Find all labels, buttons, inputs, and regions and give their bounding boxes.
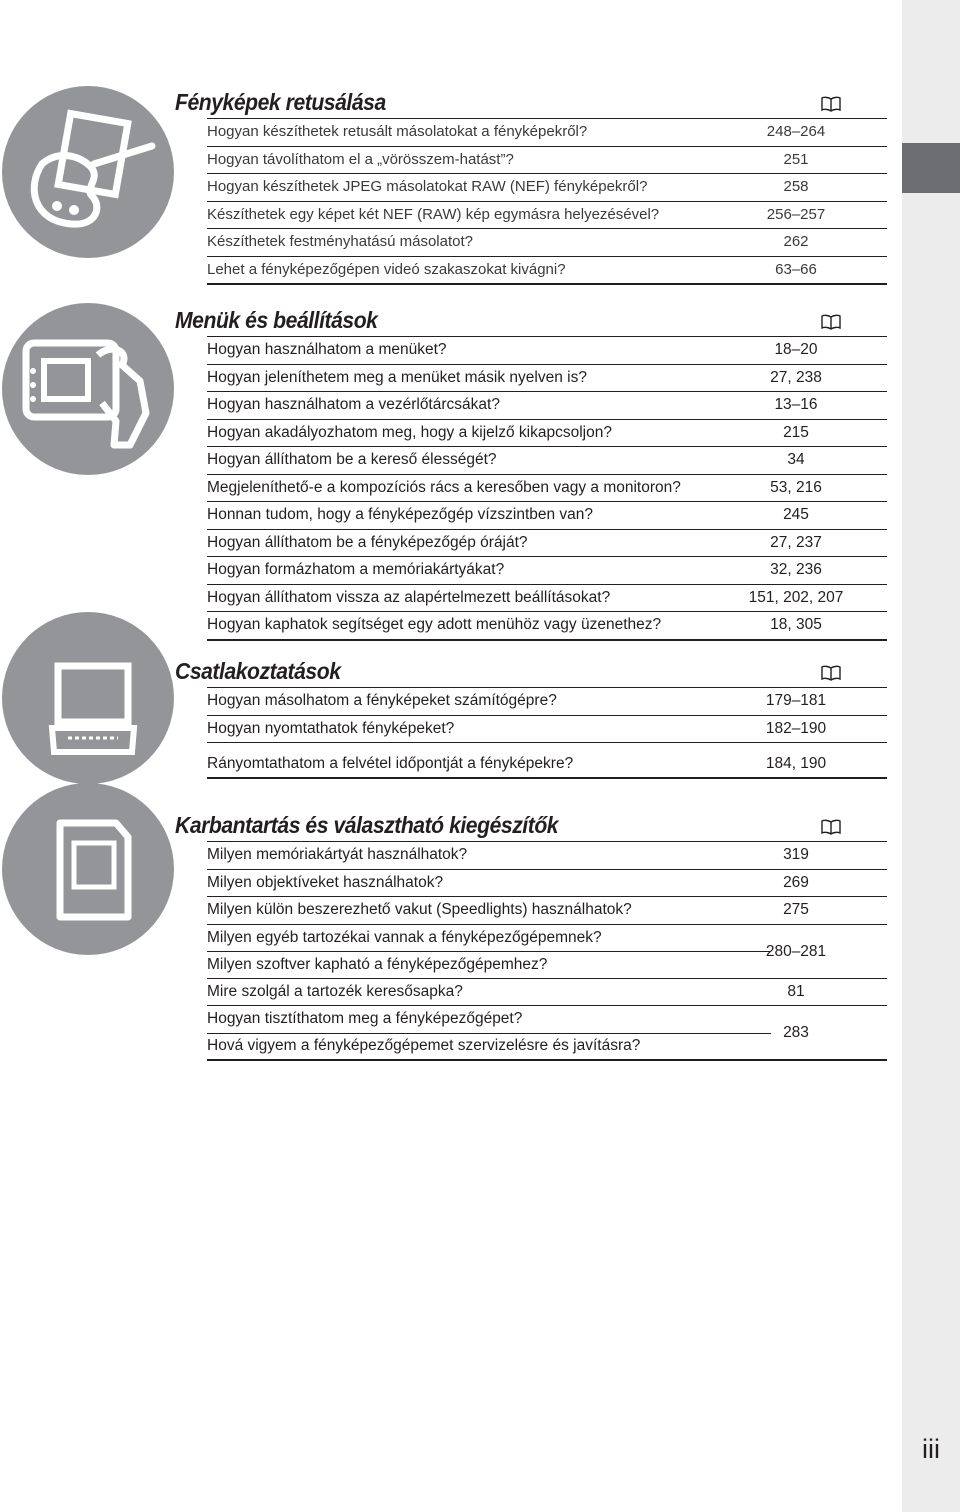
table-row <box>207 979 887 1007</box>
question: Hogyan kaphatok segítséget egy adott menühöz vagy üzenethez? <box>207 616 662 633</box>
question: Hová vigyem a fényképezőgépemet szervizelésre és javításra? <box>207 1037 641 1054</box>
page-ref: 53, 216 <box>770 478 822 496</box>
page-ref: 151, 202, 207 <box>748 588 844 606</box>
section-title: Menük és beállítások <box>175 307 378 333</box>
retouch-palette-icon <box>2 86 174 258</box>
table-row <box>207 870 887 898</box>
question: Hogyan állíthatom vissza az alapértelmezett beállításokat? <box>207 588 611 606</box>
book-icon <box>821 96 841 112</box>
book-icon <box>821 665 841 681</box>
question: Honnan tudom, hogy a fényképezőgép vízszintben van? <box>207 506 594 523</box>
table-row <box>207 119 887 147</box>
question: Hogyan másolhatom a fényképeket számítógépre? <box>207 692 557 709</box>
page-ref: 182–190 <box>765 719 827 737</box>
question: Hogyan használhatom a vezérlőtárcsákat? <box>207 396 500 413</box>
page-ref: 262 <box>783 233 809 250</box>
question: Hogyan nyomtathatok fényképeket? <box>207 719 455 737</box>
table-row-group <box>207 925 887 979</box>
question: Milyen objektíveket használhatok? <box>207 873 444 891</box>
page-ref: 27, 237 <box>770 533 822 551</box>
table-row <box>207 897 887 925</box>
question: Milyen külön beszerezhető vakut (Speedlights) használhatok? <box>207 901 632 918</box>
page-ref: 258 <box>783 178 809 195</box>
table-row <box>207 257 887 284</box>
question: Hogyan készíthetek retusált másolatokat a fényképekről? <box>207 123 588 140</box>
page-ref: 269 <box>783 873 809 891</box>
table-row <box>207 365 887 393</box>
page-ref: 34 <box>787 451 805 468</box>
page-ref: 63–66 <box>775 260 817 278</box>
page-ref: 18–20 <box>774 341 818 358</box>
section-menus <box>175 302 887 641</box>
table-row <box>207 688 887 716</box>
table-row <box>207 557 887 585</box>
question: Hogyan jeleníthetem meg a menüket másik nyelven is? <box>207 368 587 386</box>
page-ref: 245 <box>783 506 809 523</box>
question: Milyen egyéb tartozékai vannak a fényképezőgépemnek? <box>207 928 602 946</box>
question: Hogyan akadályozhatom meg, hogy a kijelző kikapcsoljon? <box>207 423 612 441</box>
table-row <box>207 447 887 475</box>
table-row <box>207 475 887 503</box>
table-row <box>207 612 887 639</box>
question: Megjeleníthető-e a kompozíciós rács a keresőben vagy a monitoron? <box>207 478 681 496</box>
question: Hogyan állíthatom be a kereső élességét? <box>207 451 497 468</box>
table-row <box>207 392 887 420</box>
page-ref: 283 <box>783 1024 809 1041</box>
question: Mire szolgál a tartozék keresősapka? <box>207 982 463 1000</box>
section-title: Fényképek retusálása <box>175 89 386 115</box>
table-row <box>207 585 887 613</box>
page-ref: 18, 305 <box>770 616 822 633</box>
question: Készíthetek festményhatású másolatot? <box>207 233 473 250</box>
chapter-tab <box>902 143 960 193</box>
question: Hogyan tisztíthatom meg a fényképezőgépet? <box>207 1010 523 1027</box>
question: Lehet a fényképezőgépen videó szakaszokat kivágni? <box>207 260 566 278</box>
section-title: Csatlakoztatások <box>175 658 341 684</box>
page-ref: 81 <box>787 982 805 1000</box>
table-row <box>207 229 887 257</box>
section-connections <box>175 653 887 779</box>
section-retouch <box>175 84 887 285</box>
page-ref: 13–16 <box>774 396 818 413</box>
table-row <box>207 530 887 558</box>
page-ref: 251 <box>783 150 809 168</box>
question: Hogyan távolíthatom el a „vörösszem-hatást”? <box>207 150 514 168</box>
table-row <box>207 420 887 448</box>
page-ref: 319 <box>783 846 809 863</box>
page-ref: 215 <box>783 423 809 441</box>
table-row <box>207 202 887 230</box>
book-icon <box>821 819 841 835</box>
page-ref: 275 <box>783 901 809 918</box>
question: Rányomtathatom a felvétel időpontját a fényképekre? <box>207 755 574 772</box>
memory-card-icon <box>2 783 174 955</box>
side-strip <box>902 0 960 1512</box>
table-row <box>207 174 887 202</box>
table-row <box>207 502 887 530</box>
question: Hogyan állíthatom be a fényképezőgép óráját? <box>207 533 528 551</box>
page-ref: 27, 238 <box>770 368 822 386</box>
camera-hand-icon <box>2 303 174 475</box>
table-row <box>207 842 887 870</box>
page-ref: 248–264 <box>766 123 826 140</box>
question: Hogyan készíthetek JPEG másolatokat RAW (NEF) fényképekről? <box>207 178 648 195</box>
table-row <box>207 743 887 777</box>
question: Milyen memóriakártyát használhatok? <box>207 846 468 863</box>
table-row <box>207 716 887 744</box>
table-row-group <box>207 1006 887 1059</box>
page-ref: 256–257 <box>766 205 826 223</box>
page-ref: 32, 236 <box>770 561 822 578</box>
page-ref: 179–181 <box>765 692 827 709</box>
page-number: iii <box>922 1434 940 1464</box>
question: Hogyan formázhatom a memóriakártyákat? <box>207 561 505 578</box>
question: Milyen szoftver kapható a fényképezőgépemhez? <box>207 955 548 973</box>
page-ref: 184, 190 <box>765 755 827 772</box>
book-icon <box>821 314 841 330</box>
table-row <box>207 337 887 365</box>
section-title: Karbantartás és választható kiegészítők <box>175 812 559 838</box>
page-ref: 280–281 <box>765 942 827 960</box>
section-maintenance <box>175 807 887 1061</box>
question: Készíthetek egy képet két NEF (RAW) kép egymásra helyezésével? <box>207 205 660 223</box>
question: Hogyan használhatom a menüket? <box>207 341 447 358</box>
laptop-icon <box>2 612 174 784</box>
table-row <box>207 147 887 175</box>
